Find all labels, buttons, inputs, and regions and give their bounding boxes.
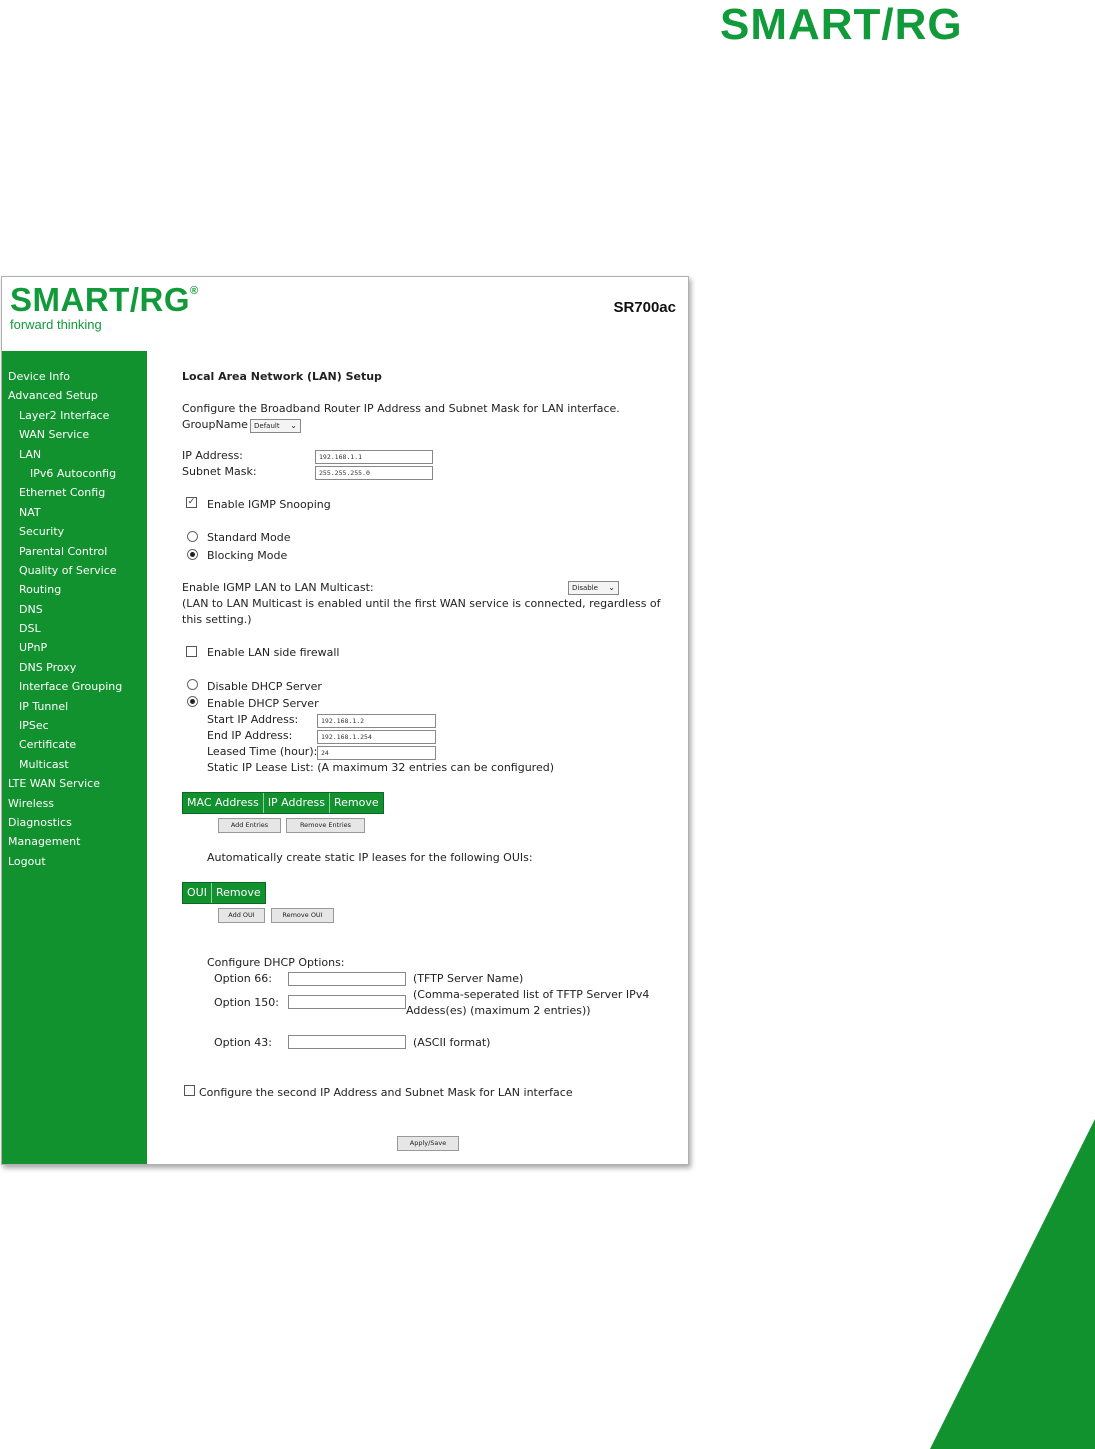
- sidebar-item-dns[interactable]: DNS: [19, 602, 43, 616]
- option-43-label: Option 43:: [214, 1036, 272, 1049]
- group-name-select[interactable]: [250, 419, 301, 433]
- page-title: Local Area Network (LAN) Setup: [182, 370, 382, 383]
- group-name-value: Default: [254, 422, 280, 430]
- sidebar-item-lan[interactable]: LAN: [19, 447, 42, 461]
- sidebar-item-ip-tunnel[interactable]: IP Tunnel: [19, 699, 69, 713]
- oui-intro-text: Automatically create static IP leases for the following OUIs:: [207, 851, 533, 864]
- lan-setup-panel: [147, 351, 688, 1164]
- sidebar-item-wireless[interactable]: Wireless: [8, 796, 55, 810]
- sidebar-item-advanced-setup[interactable]: Advanced Setup: [8, 389, 98, 403]
- enable-dhcp-label: Enable DHCP Server: [207, 697, 319, 710]
- enable-dhcp-radio[interactable]: [187, 696, 198, 707]
- static-lease-label: Static IP Lease List: (A maximum 32 entries can be configured): [207, 761, 555, 774]
- sidebar-item-nat[interactable]: NAT: [19, 505, 41, 519]
- sidebar-item-lte-wan-service[interactable]: LTE WAN Service: [8, 777, 100, 791]
- sidebar-nav: [2, 351, 147, 1164]
- add-entries-button[interactable]: Add Entries: [218, 818, 281, 833]
- disable-dhcp-radio[interactable]: [187, 679, 198, 690]
- chevron-down-icon: ⌄: [290, 421, 297, 430]
- option-150-input[interactable]: [288, 995, 406, 1009]
- lan-firewall-checkbox[interactable]: [186, 646, 197, 657]
- remove-entries-button[interactable]: Remove Entries: [286, 818, 365, 833]
- subnet-mask-input[interactable]: 255.255.255.0: [315, 466, 433, 480]
- subnet-mask-label: Subnet Mask:: [182, 465, 257, 478]
- sidebar-item-certificate[interactable]: Certificate: [19, 738, 77, 752]
- start-ip-label: Start IP Address:: [207, 713, 299, 726]
- ip-address-column-header: IP Address: [264, 793, 330, 813]
- igmp-snooping-checkbox[interactable]: ✓: [187, 497, 196, 507]
- lease-time-input[interactable]: 24: [317, 746, 436, 760]
- lan-firewall-label: Enable LAN side firewall: [207, 646, 340, 659]
- mac-address-column-header: MAC Address: [183, 793, 264, 813]
- second-ip-checkbox[interactable]: [184, 1085, 195, 1096]
- lease-time-label: Leased Time (hour):: [207, 745, 318, 758]
- sidebar-item-management[interactable]: Management: [8, 835, 81, 849]
- option-66-input[interactable]: [288, 972, 406, 986]
- remove-oui-button[interactable]: Remove OUI: [271, 908, 334, 923]
- igmp-note-line1: (LAN to LAN Multicast is enabled until the first WAN service is connected, regardless of: [182, 597, 661, 610]
- igmp-lan-multicast-select[interactable]: [568, 581, 619, 595]
- option-150-note-line1: (Comma-seperated list of TFTP Server IPv4: [413, 988, 650, 1001]
- oui-remove-column-header: Remove: [215, 886, 261, 899]
- second-ip-label: Configure the second IP Address and Subnet Mask for LAN interface: [199, 1086, 573, 1099]
- oui-table-header: [182, 882, 266, 904]
- sidebar-item-dsl[interactable]: DSL: [19, 622, 41, 636]
- intro-text: Configure the Broadband Router IP Address and Subnet Mask for LAN interface.: [182, 402, 620, 415]
- brand-logo: [10, 281, 199, 332]
- option-43-note: (ASCII format): [413, 1036, 491, 1049]
- document-logo: SMART/RG: [720, 0, 963, 49]
- option-150-note-line2: Addess(es) (maximum 2 entries)): [406, 1004, 591, 1017]
- disable-dhcp-label: Disable DHCP Server: [207, 680, 322, 693]
- sidebar-item-multicast[interactable]: Multicast: [19, 757, 69, 771]
- igmp-lan-multicast-value: Disable: [572, 584, 598, 592]
- sidebar-item-routing[interactable]: Routing: [19, 583, 62, 597]
- ip-address-label: IP Address:: [182, 449, 243, 462]
- option-66-note: (TFTP Server Name): [413, 972, 524, 985]
- igmp-snooping-label: Enable IGMP Snooping: [207, 498, 331, 511]
- sidebar-item-layer2-interface[interactable]: Layer2 Interface: [19, 408, 110, 422]
- sidebar-item-parental-control[interactable]: Parental Control: [19, 544, 108, 558]
- sidebar-item-quality-of-service[interactable]: Quality of Service: [19, 563, 117, 577]
- sidebar-item-security[interactable]: Security: [19, 525, 65, 539]
- group-name-label: GroupName: [182, 418, 248, 431]
- sidebar-item-device-info[interactable]: Device Info: [8, 370, 70, 383]
- oui-column-header: OUI: [183, 883, 212, 903]
- chevron-down-icon: ⌄: [608, 583, 615, 592]
- admin-header: [2, 277, 688, 351]
- apply-save-button[interactable]: Apply/Save: [397, 1136, 459, 1151]
- blocking-mode-label: Blocking Mode: [207, 549, 288, 562]
- brand-tagline: forward thinking: [10, 317, 102, 332]
- corner-triangle-decoration: [930, 1119, 1095, 1449]
- model-name: SR700ac: [613, 299, 676, 316]
- standard-mode-label: Standard Mode: [207, 531, 291, 544]
- sidebar-item-wan-service[interactable]: WAN Service: [19, 428, 90, 442]
- sidebar-item-ipv6-autoconfig[interactable]: IPv6 Autoconfig: [30, 466, 117, 480]
- option-43-input[interactable]: [288, 1035, 406, 1049]
- sidebar-item-logout[interactable]: Logout: [8, 854, 46, 868]
- dhcp-options-title: Configure DHCP Options:: [207, 956, 345, 969]
- end-ip-label: End IP Address:: [207, 729, 293, 742]
- add-oui-button[interactable]: Add OUI: [218, 908, 265, 923]
- router-admin-window: [1, 276, 689, 1165]
- static-lease-table-header: [182, 792, 384, 814]
- start-ip-input[interactable]: 192.168.1.2: [317, 714, 436, 728]
- registered-mark: ®: [190, 285, 199, 297]
- ip-address-input[interactable]: 192.168.1.1: [315, 450, 433, 464]
- sidebar-item-ipsec[interactable]: IPSec: [19, 719, 49, 733]
- end-ip-input[interactable]: 192.168.1.254: [317, 730, 436, 744]
- sidebar-item-interface-grouping[interactable]: Interface Grouping: [19, 680, 123, 694]
- option-66-label: Option 66:: [214, 972, 272, 985]
- remove-column-header: Remove: [334, 796, 379, 809]
- standard-mode-radio[interactable]: [187, 531, 198, 542]
- option-150-label: Option 150:: [214, 996, 279, 1009]
- sidebar-item-ethernet-config[interactable]: Ethernet Config: [19, 486, 106, 500]
- sidebar-item-dns-proxy[interactable]: DNS Proxy: [19, 660, 77, 674]
- sidebar-item-upnp[interactable]: UPnP: [19, 641, 48, 655]
- brand-name: SMART/RG: [10, 281, 190, 318]
- sidebar-item-diagnostics[interactable]: Diagnostics: [8, 815, 72, 829]
- igmp-note-line2: this setting.): [182, 613, 252, 626]
- blocking-mode-radio[interactable]: [187, 549, 198, 560]
- igmp-lan-multicast-label: Enable IGMP LAN to LAN Multicast:: [182, 581, 374, 594]
